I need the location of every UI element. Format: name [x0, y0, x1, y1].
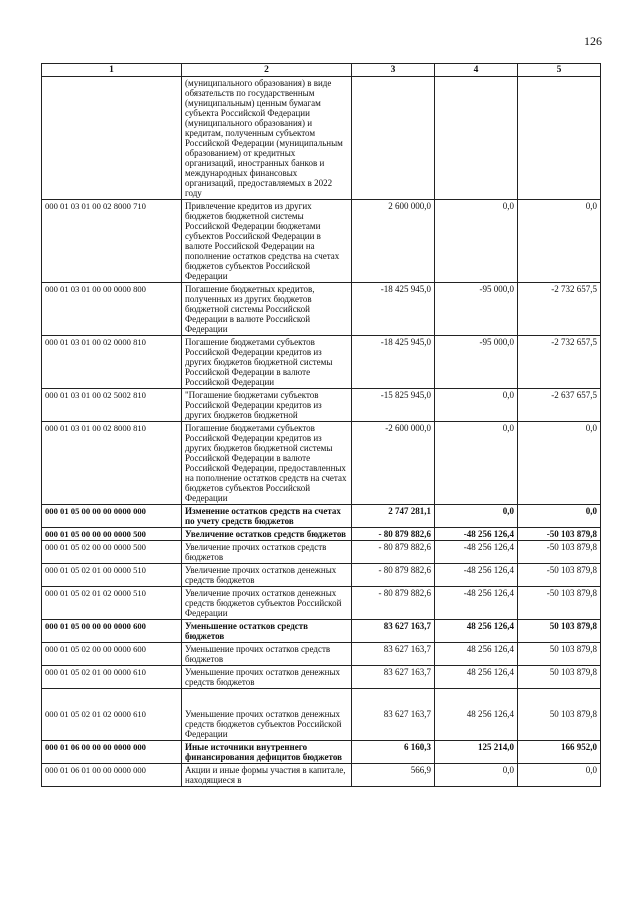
- row-code-cell: 000 01 05 00 00 00 0000 500: [42, 528, 182, 541]
- row-code-cell: 000 01 05 02 00 00 0000 600: [42, 643, 182, 666]
- row-value-col4-cell: -48 256 126,4: [435, 541, 518, 564]
- row-value-col3-cell: - 80 879 882,6: [352, 587, 435, 620]
- row-name-cell: Привлечение кредитов из других бюджетов бюджетной системы Российской Федерации бюджетами субъектов Российской Федерации в валюте Российской Федерации на пополнение остатков средства на счетах бюджетов субъектов Российской Федерации: [182, 200, 352, 283]
- row-value-col4-cell: [435, 77, 518, 200]
- row-value-col3-cell: -15 825 945,0: [352, 389, 435, 422]
- row-value-col5-cell: 0,0: [518, 422, 601, 505]
- row-name-cell: Погашение бюджетами субъектов Российской Федерации кредитов из других бюджетов бюджетной системы Российской Федерации в валюте Российской Федерации: [182, 336, 352, 389]
- row-value-col5-cell: 0,0: [518, 505, 601, 528]
- row-value-col3-cell: 566,9: [352, 764, 435, 787]
- table-row: [42, 200, 601, 283]
- table-row: [42, 587, 601, 620]
- row-value-col4-cell: -95 000,0: [435, 283, 518, 336]
- column-header-4: 4: [435, 64, 518, 77]
- row-value-col4-cell: -48 256 126,4: [435, 564, 518, 587]
- row-value-col5-cell: -50 103 879,8: [518, 587, 601, 620]
- row-value-col5-cell: -50 103 879,8: [518, 528, 601, 541]
- row-value-col3-cell: -18 425 945,0: [352, 283, 435, 336]
- row-value-col4-cell: 0,0: [435, 764, 518, 787]
- row-value-col4-cell: -48 256 126,4: [435, 528, 518, 541]
- row-name-cell: Уменьшение прочих остатков средств бюджетов: [182, 643, 352, 666]
- row-value-col5-cell: [518, 77, 601, 200]
- table-row: [42, 77, 601, 200]
- row-code-cell: 000 01 06 00 00 00 0000 000: [42, 741, 182, 764]
- row-value-col5-cell: 50 103 879,8: [518, 620, 601, 643]
- column-header-5: 5: [518, 64, 601, 77]
- row-value-col3-cell: [352, 77, 435, 200]
- column-header-1: 1: [42, 64, 182, 77]
- row-value-col5-cell: 50 103 879,8: [518, 689, 601, 741]
- budget-sources-table: [41, 63, 601, 787]
- row-value-col4-cell: 48 256 126,4: [435, 666, 518, 689]
- row-code-cell: 000 01 03 01 00 02 5002 810: [42, 389, 182, 422]
- table-header-row: [42, 64, 601, 77]
- row-value-col3-cell: 83 627 163,7: [352, 689, 435, 741]
- row-value-col4-cell: 0,0: [435, 505, 518, 528]
- row-code-cell: 000 01 05 02 01 00 0000 610: [42, 666, 182, 689]
- row-name-cell: Погашение бюджетных кредитов, полученных из других бюджетов бюджетной системы Российской Федерации в валюте Российской Федерации: [182, 283, 352, 336]
- row-code-cell: 000 01 05 02 01 02 0000 610: [42, 689, 182, 741]
- row-code-cell: 000 01 05 02 01 00 0000 510: [42, 564, 182, 587]
- row-value-col4-cell: 48 256 126,4: [435, 689, 518, 741]
- row-value-col3-cell: -18 425 945,0: [352, 336, 435, 389]
- row-name-cell: Изменение остатков средств на счетах по учету средств бюджетов: [182, 505, 352, 528]
- row-code-cell: 000 01 05 00 00 00 0000 600: [42, 620, 182, 643]
- row-code-cell: 000 01 05 02 00 00 0000 500: [42, 541, 182, 564]
- row-code-cell: [42, 77, 182, 200]
- table-row: [42, 422, 601, 505]
- table-row: [42, 764, 601, 787]
- row-value-col5-cell: 166 952,0: [518, 741, 601, 764]
- row-value-col4-cell: 0,0: [435, 389, 518, 422]
- row-value-col3-cell: 2 600 000,0: [352, 200, 435, 283]
- row-code-cell: 000 01 03 01 00 00 0000 800: [42, 283, 182, 336]
- row-name-cell: Увеличение прочих остатков денежных средств бюджетов: [182, 564, 352, 587]
- table-row: [42, 741, 601, 764]
- row-code-cell: 000 01 03 01 00 02 8000 710: [42, 200, 182, 283]
- row-name-cell: "Погашение бюджетами субъектов Российской Федерации кредитов из других бюджетов бюджетной: [182, 389, 352, 422]
- row-name-cell: Иные источники внутреннего финансирования дефицитов бюджетов: [182, 741, 352, 764]
- table-row: [42, 283, 601, 336]
- row-value-col5-cell: 0,0: [518, 764, 601, 787]
- row-name-cell: Акции и иные формы участия в капитале, находящиеся в: [182, 764, 352, 787]
- row-value-col4-cell: -48 256 126,4: [435, 587, 518, 620]
- row-value-col3-cell: 2 747 281,1: [352, 505, 435, 528]
- table-row: [42, 564, 601, 587]
- table-row: [42, 666, 601, 689]
- column-header-2: 2: [182, 64, 352, 77]
- row-value-col3-cell: 6 160,3: [352, 741, 435, 764]
- table-row: [42, 505, 601, 528]
- row-code-cell: 000 01 05 00 00 00 0000 000: [42, 505, 182, 528]
- row-name-cell: Увеличение остатков средств бюджетов: [182, 528, 352, 541]
- row-value-col5-cell: -2 732 657,5: [518, 336, 601, 389]
- table-row: [42, 389, 601, 422]
- page-number: 126: [584, 34, 602, 48]
- row-value-col4-cell: 125 214,0: [435, 741, 518, 764]
- table-row: [42, 643, 601, 666]
- row-name-cell: Уменьшение остатков средств бюджетов: [182, 620, 352, 643]
- row-value-col5-cell: -50 103 879,8: [518, 564, 601, 587]
- row-code-cell: 000 01 05 02 01 02 0000 510: [42, 587, 182, 620]
- row-name-cell: Увеличение прочих остатков средств бюджетов: [182, 541, 352, 564]
- table-row: [42, 620, 601, 643]
- row-value-col3-cell: 83 627 163,7: [352, 666, 435, 689]
- row-value-col4-cell: 0,0: [435, 422, 518, 505]
- table-row: [42, 528, 601, 541]
- row-value-col3-cell: 83 627 163,7: [352, 620, 435, 643]
- row-value-col4-cell: -95 000,0: [435, 336, 518, 389]
- row-name-cell: Погашение бюджетами субъектов Российской Федерации кредитов из других бюджетов бюджетной системы Российской Федерации в валюте Российской Федерации, предоставленных на пополнение остатков средств на счетах бюджетов субъектов Российской Федерации: [182, 422, 352, 505]
- row-value-col3-cell: - 80 879 882,6: [352, 541, 435, 564]
- row-value-col3-cell: -2 600 000,0: [352, 422, 435, 505]
- row-value-col3-cell: - 80 879 882,6: [352, 564, 435, 587]
- row-value-col5-cell: 50 103 879,8: [518, 666, 601, 689]
- row-name-cell: Увеличение прочих остатков денежных средств бюджетов субъектов Российской Федерации: [182, 587, 352, 620]
- row-name-cell: (муниципального образования) в виде обязательств по государственным (муниципальным) ценным бумагам субъекта Российской Федерации (муниципального образования) и кредитам, полученным субъектом Российской Федерации (муниципальным образованием) от кредитных организаций, иностранных банков и международных финансовых организаций, предоставляемых в 2022 году: [182, 77, 352, 200]
- row-value-col3-cell: - 80 879 882,6: [352, 528, 435, 541]
- row-code-cell: 000 01 03 01 00 02 0000 810: [42, 336, 182, 389]
- table-row: [42, 689, 601, 741]
- row-code-cell: 000 01 03 01 00 02 8000 810: [42, 422, 182, 505]
- row-code-cell: 000 01 06 01 00 00 0000 000: [42, 764, 182, 787]
- row-name-cell: Уменьшение прочих остатков денежных средств бюджетов: [182, 666, 352, 689]
- row-name-cell: Уменьшение прочих остатков денежных средств бюджетов субъектов Российской Федерации: [182, 689, 352, 741]
- row-value-col5-cell: 50 103 879,8: [518, 643, 601, 666]
- row-value-col4-cell: 0,0: [435, 200, 518, 283]
- row-value-col5-cell: -2 637 657,5: [518, 389, 601, 422]
- row-value-col4-cell: 48 256 126,4: [435, 643, 518, 666]
- table-body: [42, 77, 601, 787]
- row-value-col5-cell: -50 103 879,8: [518, 541, 601, 564]
- row-value-col5-cell: 0,0: [518, 200, 601, 283]
- row-value-col5-cell: -2 732 657,5: [518, 283, 601, 336]
- table-row: [42, 336, 601, 389]
- table-row: [42, 541, 601, 564]
- row-value-col3-cell: 83 627 163,7: [352, 643, 435, 666]
- column-header-3: 3: [352, 64, 435, 77]
- row-value-col4-cell: 48 256 126,4: [435, 620, 518, 643]
